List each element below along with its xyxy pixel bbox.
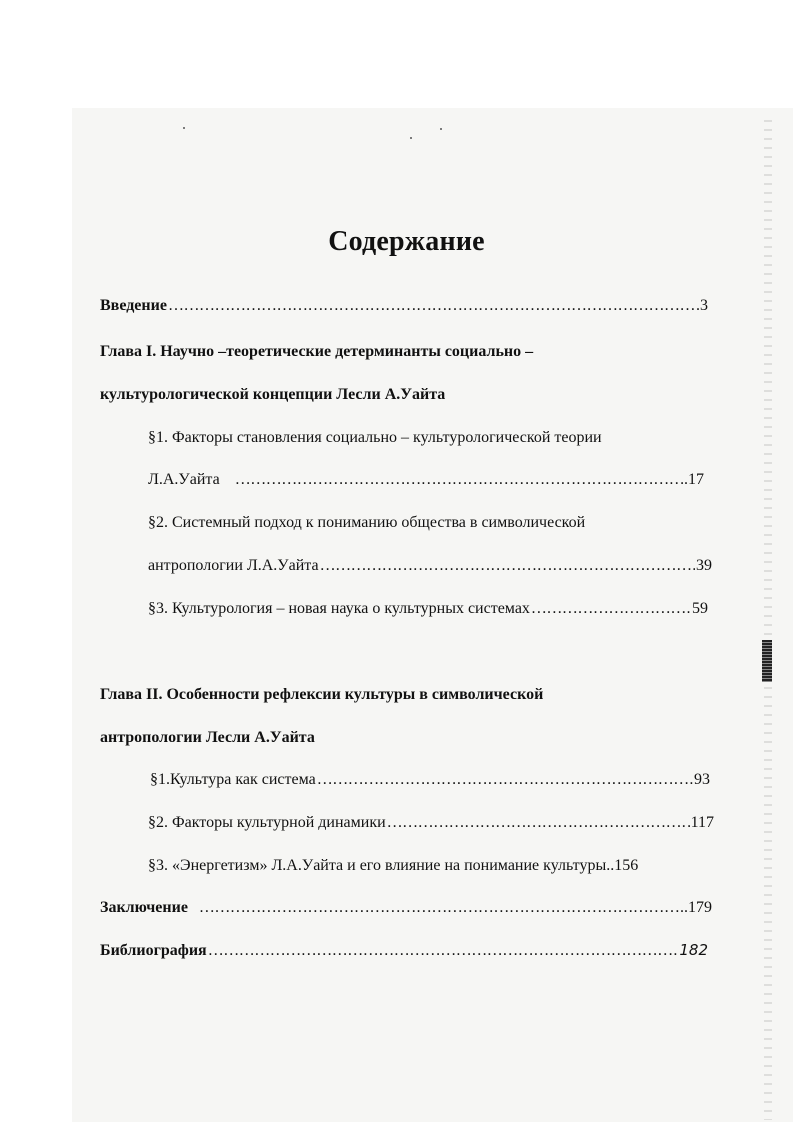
toc-page: 39 [696, 557, 712, 574]
dot-leader [235, 470, 683, 490]
toc-label: §2. Факторы культурной динамики [148, 814, 386, 831]
dot-leader [168, 296, 695, 316]
scan-edge-artifact [764, 120, 772, 1120]
toc-page: 59 [692, 600, 708, 617]
toc-chapter1-line1: Глава I. Научно –теоретические детерминанты социально – [100, 343, 534, 360]
scan-edge-block [762, 640, 772, 682]
dot-leader [317, 770, 693, 790]
toc-ch1-section1-line1: §1. Факторы становления социально – культурологической теории [148, 429, 602, 446]
toc-ch1-section1-line2 [148, 470, 704, 490]
toc-ch1-section2-line1: §2. Системный подход к пониманию общества в символической [148, 514, 586, 531]
toc-page: 117 [690, 814, 714, 831]
scan-speck [183, 127, 185, 129]
toc-entry-conclusion [100, 898, 712, 918]
toc-label: антропологии Л.А.Уайта [148, 557, 319, 574]
toc-chapter2-line1: Глава II. Особенности рефлексии культуры в символической [100, 686, 544, 703]
toc-entry-bibliography [100, 940, 708, 961]
dot-leader [199, 898, 663, 918]
toc-ch2-section3: §3. «Энергетизм» Л.А.Уайта и его влияние на понимание культуры..156 [148, 857, 639, 874]
toc-page-handwritten: 182 [679, 941, 708, 959]
toc-page: .17 [684, 471, 704, 488]
toc-label: §1.Культура как система [150, 771, 316, 788]
toc-ch1-section3 [148, 599, 708, 619]
scan-speck [440, 128, 442, 130]
scan-left-margin [0, 0, 72, 1122]
toc-page: 93 [694, 771, 710, 788]
toc-label: Библиография [100, 942, 207, 959]
toc-ch2-section1 [150, 770, 710, 790]
toc-label: Л.А.Уайта [148, 471, 220, 488]
toc-ch1-section2-line2 [148, 556, 712, 576]
toc-label: §3. Культурология – новая наука о культурных системах [148, 600, 530, 617]
toc-label: Введение [100, 297, 167, 314]
dot-leader [387, 813, 690, 833]
toc-chapter1-line2: культурологической концепции Лесли А.Уайта [100, 386, 446, 403]
toc-page: .3 [696, 297, 708, 314]
page-title: Содержание [328, 226, 485, 257]
dot-leader [531, 599, 691, 619]
toc-entry-intro [100, 296, 708, 316]
dot-leader [208, 941, 679, 961]
toc-label: Заключение [100, 899, 188, 916]
scan-speck [410, 137, 412, 139]
toc-ch2-section2 [148, 813, 714, 833]
dot-leader [320, 556, 695, 576]
toc-chapter2-line2: антропологии Лесли А.Уайта [100, 729, 315, 746]
toc-page: …..179 [664, 899, 712, 916]
